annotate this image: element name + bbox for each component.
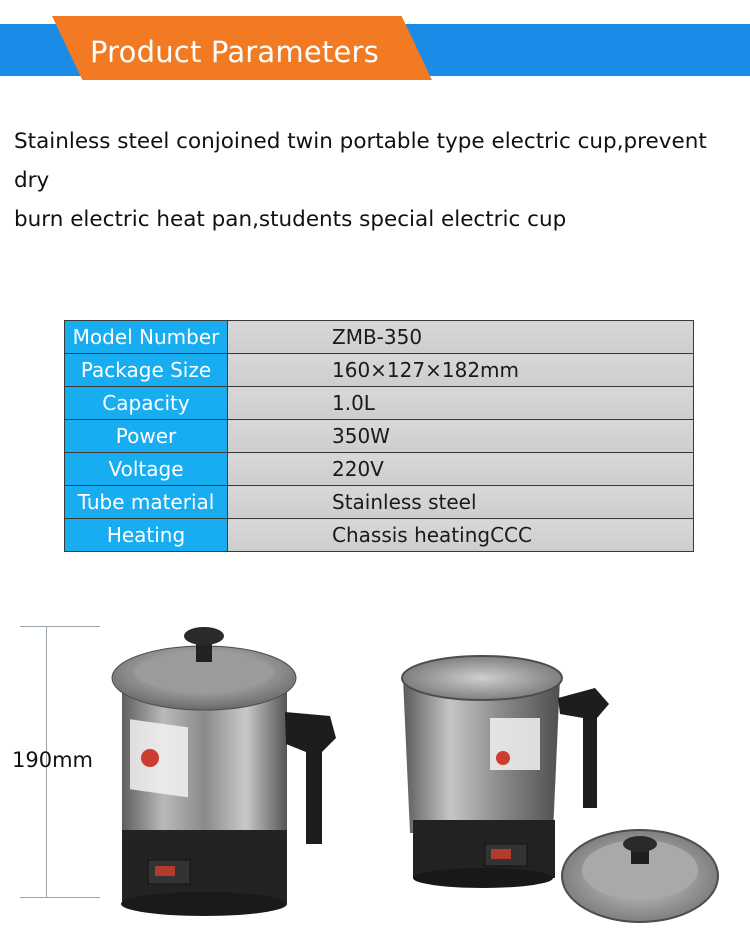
param-value: ZMB-350 (228, 321, 694, 354)
product-description (14, 122, 746, 239)
param-value: 160×127×182mm (228, 354, 694, 387)
parameters-table (64, 320, 694, 552)
cup-closed-image (100, 620, 345, 920)
param-value: Chassis heatingCCC (228, 519, 694, 552)
param-label: Capacity (65, 387, 228, 420)
description-line: burn electric heat pan,students special electric cup (14, 207, 567, 232)
height-dimension-tick-bottom (20, 897, 100, 898)
table-row (65, 387, 694, 420)
param-label: Package Size (65, 354, 228, 387)
table-row (65, 486, 694, 519)
cup-open-image (395, 648, 725, 928)
table-row (65, 321, 694, 354)
param-label: Heating (65, 519, 228, 552)
param-value: Stainless steel (228, 486, 694, 519)
param-value: 1.0L (228, 387, 694, 420)
table-row (65, 453, 694, 486)
height-dimension-label: 190mm (12, 748, 93, 772)
param-label: Voltage (65, 453, 228, 486)
description-line: Stainless steel conjoined twin portable type electric cup,prevent dry (14, 129, 707, 193)
height-dimension-tick-top (20, 626, 100, 627)
table-row (65, 420, 694, 453)
param-value: 350W (228, 420, 694, 453)
param-value: 220V (228, 453, 694, 486)
param-label: Model Number (65, 321, 228, 354)
param-label: Power (65, 420, 228, 453)
table-row (65, 354, 694, 387)
section-title: Product Parameters (90, 35, 379, 69)
table-row (65, 519, 694, 552)
param-label: Tube material (65, 486, 228, 519)
